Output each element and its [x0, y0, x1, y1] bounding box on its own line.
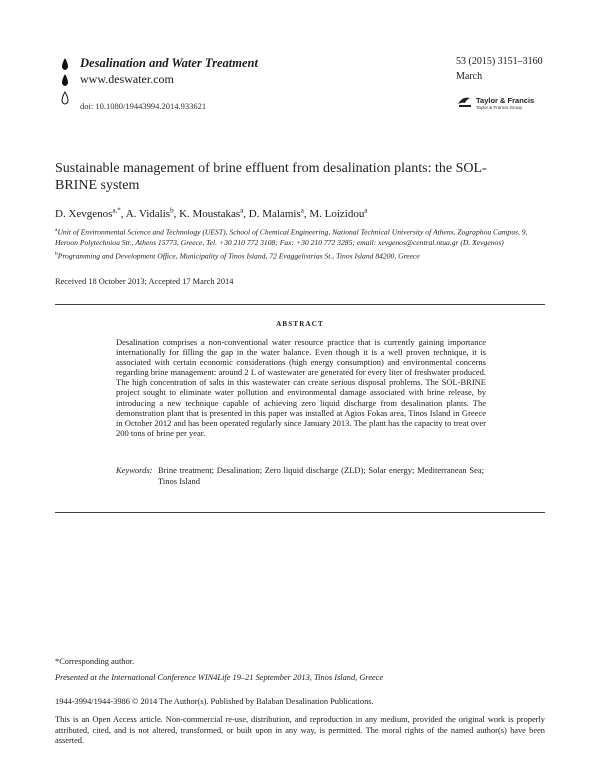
issn-copyright: 1944-3994/1944-3986 © 2014 The Author(s). Published by Balaban Desalination Publications.	[55, 697, 374, 706]
journal-url[interactable]: www.deswater.com	[80, 72, 174, 86]
volume-pages: 53 (2015) 3151–3160	[456, 56, 543, 67]
keywords	[116, 465, 486, 486]
author: A. Vidalis$^b$,	[125, 206, 180, 220]
affiliation-a: $^a$Unit of Environmental Science and Technology (UEST), School of Chemical Engineering, National Technical University of Athens, Zographou Campus, 9, Heroon Polytechniou Str., Athens 15773, Greece, Tel. +30 210 772 3108; Fax: +30 210 772 3285; email: xevgenos@central.ntua.gr (D. Xevgenos)	[55, 227, 528, 248]
publisher-lamp-icon	[456, 94, 474, 110]
affiliations	[55, 225, 545, 262]
publisher-name: Taylor & Francis	[476, 96, 535, 105]
author: M. Loizidou$^a$	[309, 206, 368, 220]
keywords-list: Brine treatment; Desalination; Zero liquid discharge (ZLD); Solar energy; Mediterranean Sea; Tinos Island	[158, 465, 484, 486]
open-access-statement: This is an Open Access article. Non-commercial re-use, distribution, and reproduction in any medium, provided the original work is properly attributed, cited, and is not altered, transformed, or built upon in any way, is permitted. The moral rights of the named author(s) have been asserted.	[55, 715, 545, 746]
publisher-group: Taylor & Francis Group	[476, 105, 523, 110]
affiliation-b: $^b$Programming and Development Office, Municipality of Tinos Island, 72 Evaggelistrias St., Tinos Island 84200, Greece	[55, 250, 420, 261]
author: K. Moustakas$^a$,	[179, 206, 249, 220]
divider-bottom	[55, 512, 545, 513]
conference-note: Presented at the International Conference WIN4Life 19–21 September 2013, Tinos Island, Greece	[55, 673, 384, 682]
issue-month: March	[456, 71, 483, 82]
divider-top	[55, 304, 545, 305]
author-list	[55, 206, 367, 220]
received-accepted-dates: Received 18 October 2013; Accepted 17 March 2014	[55, 277, 234, 286]
corresponding-author-note: *Corresponding author.	[55, 657, 135, 666]
journal-title: Desalination and Water Treatment	[80, 56, 258, 70]
abstract-text: Desalination comprises a non-conventional water resource practice that is currently gaining importance internationally for filling the gap in the water balance. Even though it is a well proven technique, it is associated with certain economic considerations (high energy consumption) and environmental concerns regarding brine management: around 2 L of wastewater are generated for every liter of freshwater produced. The high concentration of salts in this wastewater can create serious disposal problems. The SOL-BRINE project sought to eliminate water pollution and environmental damage associated with brine release, by introducing a new technique capable of achieving zero liquid discharge from desalination plants. The demonstration plant that is presented in this paper was installed at Agios Fokas area, Tinos Island in Greece in October 2012 and has been operated regularly since January 2013. The plant has the capacity to treat over 200 tons of brine per year.	[116, 337, 486, 438]
author: D. Malamis$^a$,	[248, 206, 310, 220]
journal-drops-logo	[58, 56, 72, 112]
article-title: Sustainable management of brine effluent from desalination plants: the SOL-BRINE system	[55, 161, 487, 193]
abstract-heading: ABSTRACT	[276, 320, 324, 328]
keywords-label: Keywords:	[116, 465, 153, 475]
doi[interactable]: doi: 10.1080/19443994.2014.933621	[80, 101, 207, 111]
author: D. Xevgenos$^{a,*}$,	[55, 206, 126, 220]
